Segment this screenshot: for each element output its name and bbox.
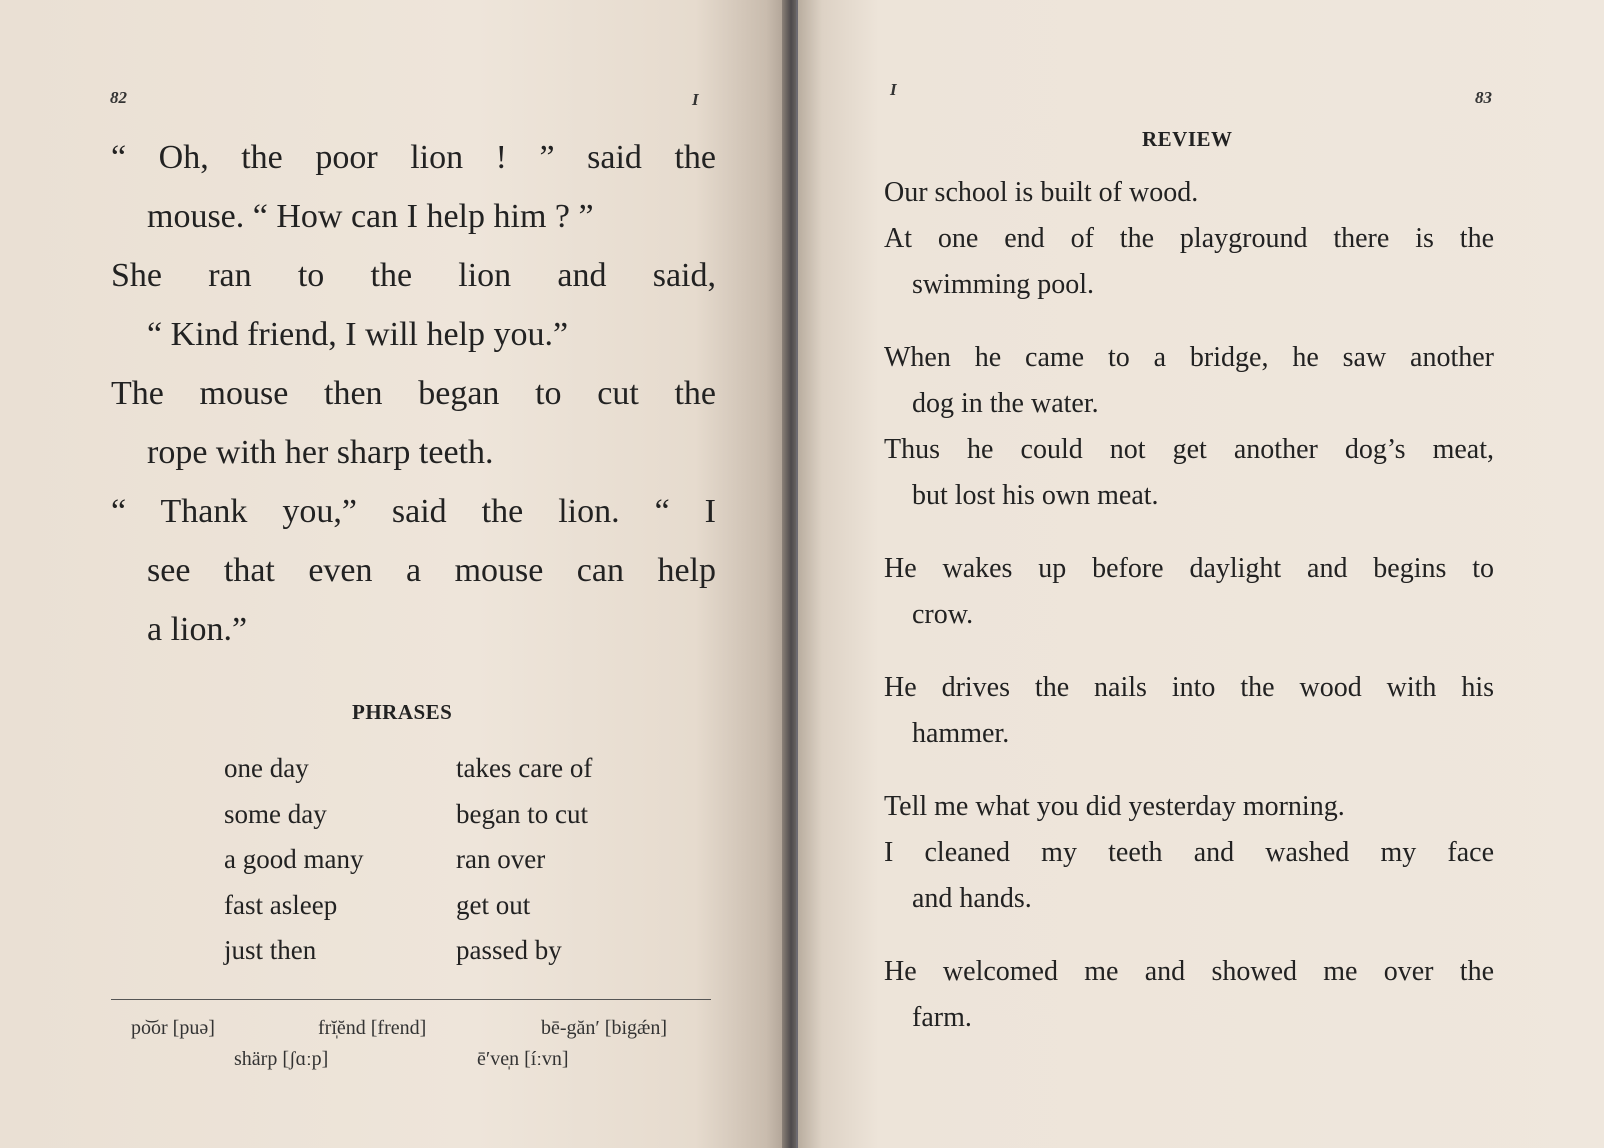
review-line: I cleaned my teeth and washed my face (884, 837, 1494, 868)
review-sentences (884, 170, 1494, 1041)
story-line: rope with her sharp teeth. (147, 434, 494, 471)
review-sentence (884, 546, 1494, 638)
phrase: one day (224, 753, 309, 783)
review-line: At one end of the playground there is the (884, 223, 1494, 254)
story-line: “ Kind friend, I will help you.” (147, 316, 569, 353)
header-mark: I (692, 90, 699, 109)
review-line: dog in the water. (912, 388, 1099, 419)
story-paragraph (111, 128, 716, 246)
footnote-divider (111, 999, 711, 1000)
review-sentence (884, 170, 1494, 216)
story-line: The mouse then began to cut the (111, 375, 716, 412)
review-heading: REVIEW (1142, 127, 1233, 151)
pronunciation-even: ē′ve̩n [íːvn] (477, 1048, 569, 1070)
page-number: 82 (110, 88, 127, 107)
left-page (0, 0, 790, 1148)
review-line: and hands. (912, 883, 1032, 914)
story-line: “ Oh, the poor lion ! ” said the (111, 139, 716, 176)
review-line: He welcomed me and showed me over the (884, 956, 1494, 987)
review-line: swimming pool. (912, 269, 1095, 300)
review-line: farm. (912, 1002, 972, 1033)
review-line: Our school is built of wood. (884, 177, 1199, 208)
review-sentence (884, 335, 1494, 427)
review-line: Tell me what you did yesterday morning. (884, 791, 1345, 822)
pronunciation-friend: frĭ̩ĕnd [frend] (318, 1017, 427, 1039)
phrase-row (224, 746, 644, 792)
phrase-row (224, 883, 644, 929)
phrase: began to cut (456, 798, 588, 829)
review-sentence (884, 427, 1494, 519)
header-mark: I (890, 80, 897, 99)
phrases-list (224, 746, 644, 974)
review-line: He drives the nails into the wood with his (884, 672, 1494, 703)
review-line: but lost his own meat. (912, 480, 1159, 511)
pronunciation-poor: po͝or [puə] (131, 1017, 215, 1039)
phrase-row (224, 792, 644, 838)
review-line: crow. (912, 599, 974, 630)
review-sentence (884, 665, 1494, 757)
phrase: just then (224, 935, 317, 965)
pronunciation-began: bē-găn′ [bigǽn] (541, 1017, 668, 1039)
review-line: He wakes up before daylight and begins to (884, 553, 1494, 584)
phrase: some day (224, 798, 327, 829)
story-paragraph (111, 246, 716, 364)
review-line: When he came to a bridge, he saw another (884, 342, 1494, 373)
story-paragraph (111, 482, 716, 659)
phrase-row (224, 837, 644, 883)
review-sentence (884, 216, 1494, 308)
phrase: a good many (224, 844, 364, 874)
phrase: passed by (456, 935, 562, 965)
phrase: takes care of (456, 753, 593, 783)
review-sentence (884, 830, 1494, 922)
review-sentence (884, 784, 1494, 830)
page-number: 83 (1475, 88, 1492, 107)
story-paragraph (111, 364, 716, 482)
pronunciation-sharp: shärp [ʃɑːp] (234, 1048, 329, 1070)
phrase: ran over (456, 844, 546, 874)
phrases-heading: PHRASES (352, 700, 453, 724)
story-line: mouse. “ How can I help him ? ” (147, 198, 594, 235)
story-text (111, 128, 716, 659)
phrase: get out (456, 889, 531, 920)
review-sentence (884, 949, 1494, 1041)
story-line: “ Thank you,” said the lion. “ I (111, 493, 716, 530)
story-line: She ran to the lion and said, (111, 257, 716, 294)
review-line: hammer. (912, 718, 1010, 749)
story-line: see that even a mouse can help (147, 552, 716, 589)
phrase: fast asleep (224, 889, 338, 920)
story-line: a lion.” (147, 611, 248, 648)
phrase-row (224, 928, 644, 974)
review-line: Thus he could not get another dog’s meat, (884, 434, 1494, 465)
